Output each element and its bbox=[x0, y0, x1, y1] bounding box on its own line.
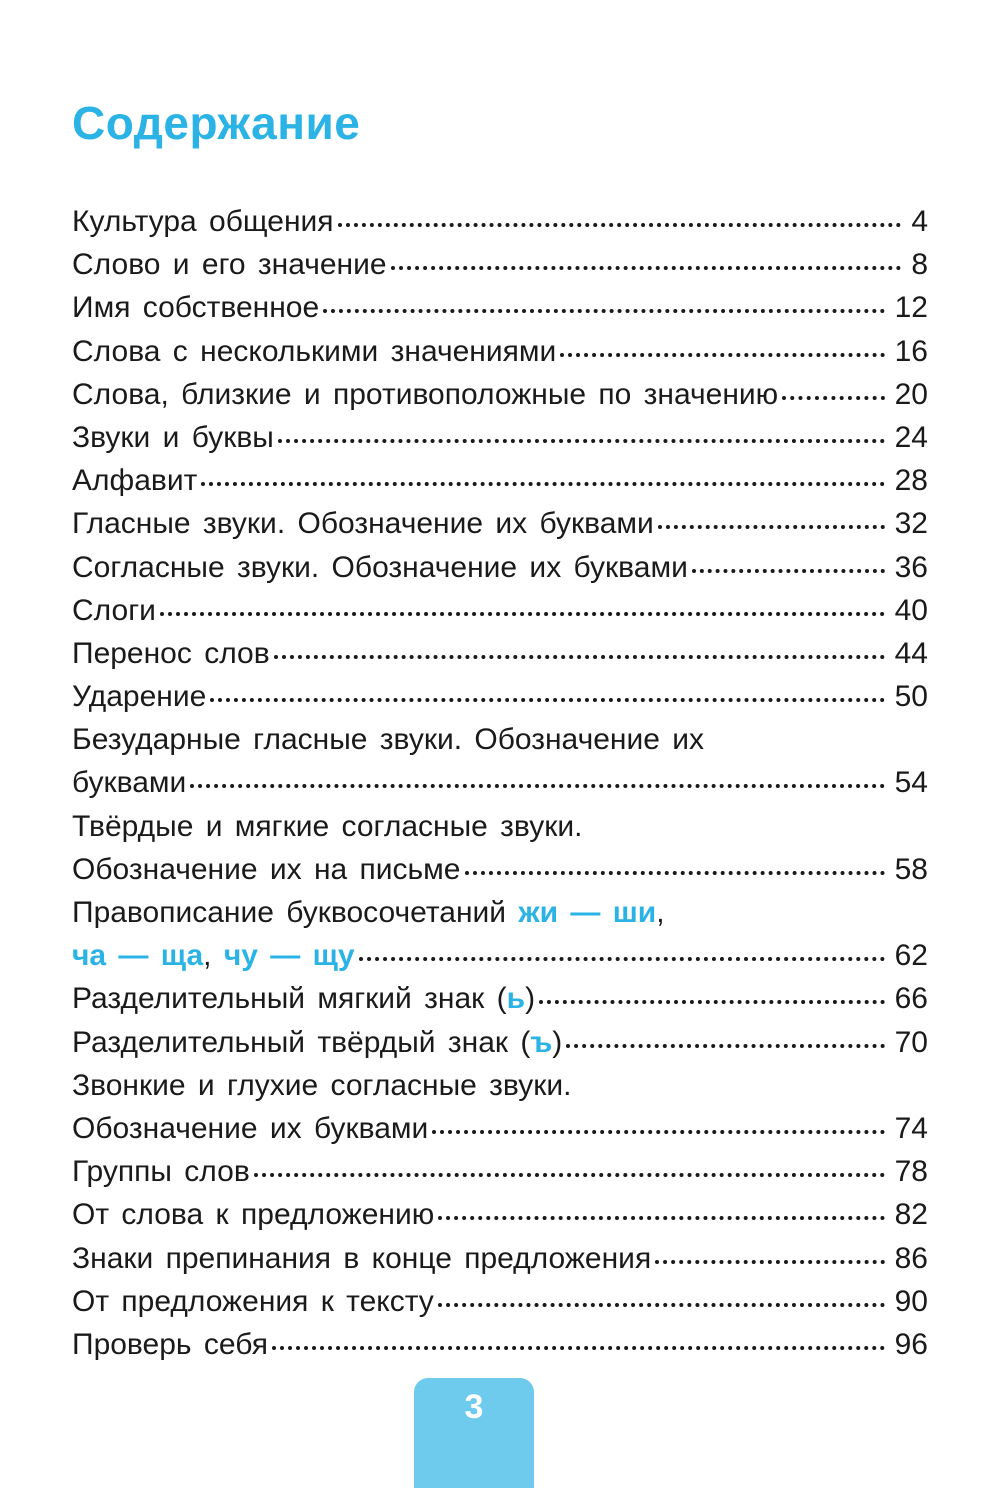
toc-entry-title: Гласные звуки. Обозначение их буквами bbox=[72, 507, 654, 541]
leader-dots bbox=[254, 1173, 885, 1177]
toc-entry-page: 20 bbox=[894, 377, 928, 411]
separator: , bbox=[203, 939, 224, 973]
toc-entry-title: Слово и его значение bbox=[72, 248, 387, 282]
leader-dots bbox=[655, 1260, 884, 1264]
toc-entry-title-text: Разделительный мягкий знак ( bbox=[72, 982, 507, 1016]
toc-entry-page: 82 bbox=[894, 1198, 928, 1232]
leader-dots bbox=[560, 353, 884, 357]
leader-dots bbox=[566, 1044, 884, 1048]
toc-entry-title: Имя собственное bbox=[72, 291, 320, 325]
toc-entry-page: 40 bbox=[894, 593, 928, 627]
leader-dots bbox=[272, 1346, 885, 1350]
toc-entry[interactable] bbox=[72, 934, 928, 977]
toc-entry[interactable] bbox=[72, 373, 928, 416]
leader-dots bbox=[391, 266, 902, 270]
toc-entry-page: 28 bbox=[894, 464, 928, 498]
separator: , bbox=[656, 896, 665, 929]
closing-paren: ) bbox=[552, 1025, 563, 1059]
toc-entry-page: 32 bbox=[894, 507, 928, 541]
toc-entry-title: Обозначение их буквами bbox=[72, 1111, 429, 1145]
toc-entry-title: Перенос слов bbox=[72, 636, 270, 670]
highlighted-letter: ъ bbox=[530, 1025, 553, 1059]
toc-entry-title: От слова к предложению bbox=[72, 1198, 435, 1232]
toc-entry[interactable] bbox=[72, 1193, 928, 1236]
toc-entry-page: 16 bbox=[894, 334, 928, 368]
toc-entry-page: 66 bbox=[894, 982, 928, 1016]
toc-entry-page: 74 bbox=[894, 1111, 928, 1145]
toc-entry-title: Ударение bbox=[72, 680, 207, 714]
leader-dots bbox=[692, 569, 885, 573]
leader-dots bbox=[201, 482, 884, 486]
toc-entry-page: 4 bbox=[911, 205, 928, 238]
toc-entry-page: 50 bbox=[894, 680, 928, 714]
toc-entry-title: Культура общения bbox=[72, 205, 334, 238]
toc-entry[interactable] bbox=[72, 977, 928, 1020]
leader-dots bbox=[160, 612, 885, 616]
leader-dots bbox=[438, 1303, 885, 1307]
toc-entry-title bbox=[72, 1021, 562, 1064]
leader-dots bbox=[274, 655, 885, 659]
toc-entry-title: Знаки препинания в конце предложения bbox=[72, 1241, 652, 1275]
toc-entry-page: 36 bbox=[894, 550, 928, 584]
toc-entry-title: От предложения к тексту bbox=[72, 1284, 434, 1318]
toc-entry-page: 70 bbox=[894, 1025, 928, 1059]
toc-entry[interactable] bbox=[72, 1323, 928, 1366]
leader-dots bbox=[539, 1000, 885, 1004]
toc-entry-title: Слова, близкие и противоположные по значению bbox=[72, 377, 779, 411]
toc-entry[interactable] bbox=[72, 1107, 928, 1150]
closing-paren: ) bbox=[525, 982, 536, 1016]
leader-dots bbox=[210, 698, 884, 702]
toc-entry[interactable] bbox=[72, 848, 928, 891]
toc-entry-title-text: Правописание буквосочетаний bbox=[72, 896, 519, 929]
page-number: 3 bbox=[464, 1388, 484, 1426]
toc-entry-page: 54 bbox=[894, 766, 928, 800]
toc-entry[interactable] bbox=[72, 1237, 928, 1280]
toc-entry-title: Согласные звуки. Обозначение их буквами bbox=[72, 550, 688, 584]
page-title: Содержание bbox=[72, 97, 361, 149]
toc-entry[interactable] bbox=[72, 589, 928, 632]
toc-entry-title: Группы слов bbox=[72, 1155, 250, 1189]
toc-entry[interactable] bbox=[72, 1150, 928, 1193]
toc-entry-title: Твёрдые и мягкие согласные звуки. bbox=[72, 809, 583, 843]
leader-dots bbox=[658, 525, 885, 529]
toc-entry-title bbox=[72, 891, 665, 934]
highlighted-letters: чу — щу bbox=[223, 939, 355, 973]
toc-entry-title: Проверь себя bbox=[72, 1327, 268, 1361]
toc-entry-page: 24 bbox=[894, 420, 928, 454]
toc-entry-title-text: Разделительный твёрдый знак ( bbox=[72, 1025, 531, 1059]
toc-entry[interactable] bbox=[72, 416, 928, 459]
highlighted-letters: жи — ши bbox=[518, 896, 657, 929]
leader-dots bbox=[438, 1216, 884, 1220]
toc-entry-title bbox=[72, 977, 535, 1020]
leader-dots bbox=[323, 309, 884, 313]
toc-entry-title bbox=[72, 934, 355, 977]
toc-entry-page: 58 bbox=[894, 852, 928, 886]
toc-entry[interactable] bbox=[72, 675, 928, 718]
page-number-tab bbox=[414, 1378, 534, 1488]
toc-entry-title: Звонкие и глухие согласные звуки. bbox=[72, 1068, 572, 1102]
highlighted-letters: ча — ща bbox=[72, 939, 204, 973]
toc-entry-title: Слова с несколькими значениями bbox=[72, 334, 557, 368]
toc-entry[interactable] bbox=[72, 502, 928, 545]
toc-entry-title: буквами bbox=[72, 766, 187, 800]
highlighted-letter: ь bbox=[506, 982, 526, 1016]
toc-entry-title: Обозначение их на письме bbox=[72, 852, 461, 886]
toc-entry-page: 62 bbox=[894, 939, 928, 973]
leader-dots bbox=[465, 871, 885, 875]
toc-entry-page: 90 bbox=[894, 1284, 928, 1318]
leader-dots bbox=[338, 223, 902, 227]
toc-entry-title: Слоги bbox=[72, 593, 156, 627]
toc-entry[interactable] bbox=[72, 632, 928, 675]
toc-entry-page: 8 bbox=[911, 248, 928, 282]
toc-entry-first-line[interactable] bbox=[72, 805, 928, 848]
leader-dots bbox=[359, 957, 885, 961]
toc-entry-first-line[interactable] bbox=[72, 718, 928, 761]
toc-entry-first-line[interactable] bbox=[72, 1064, 928, 1107]
toc-entry[interactable] bbox=[72, 1021, 928, 1064]
toc-entry-page: 78 bbox=[894, 1155, 928, 1189]
toc-entry-title: Безударные гласные звуки. Обозначение их bbox=[72, 723, 704, 757]
toc-entry-title: Звуки и буквы bbox=[72, 420, 274, 454]
toc-entry[interactable] bbox=[72, 1280, 928, 1323]
toc-entry[interactable] bbox=[72, 286, 928, 329]
toc-entry[interactable] bbox=[72, 200, 928, 243]
toc-entry-first-line[interactable] bbox=[72, 891, 928, 934]
toc-entry-page: 86 bbox=[894, 1241, 928, 1275]
leader-dots bbox=[782, 396, 884, 400]
toc-entry[interactable] bbox=[72, 459, 928, 502]
toc-entry[interactable] bbox=[72, 761, 928, 804]
leader-dots bbox=[190, 784, 884, 788]
leader-dots bbox=[278, 439, 885, 443]
toc-entry-page: 12 bbox=[894, 291, 928, 325]
toc-entry-title: Алфавит bbox=[72, 464, 198, 498]
toc-entry[interactable] bbox=[72, 330, 928, 373]
toc-entry-page: 96 bbox=[894, 1327, 928, 1361]
toc-entry[interactable] bbox=[72, 243, 928, 286]
leader-dots bbox=[432, 1130, 884, 1134]
table-of-contents bbox=[72, 200, 928, 1366]
toc-entry[interactable] bbox=[72, 546, 928, 589]
toc-entry-page: 44 bbox=[894, 636, 928, 670]
